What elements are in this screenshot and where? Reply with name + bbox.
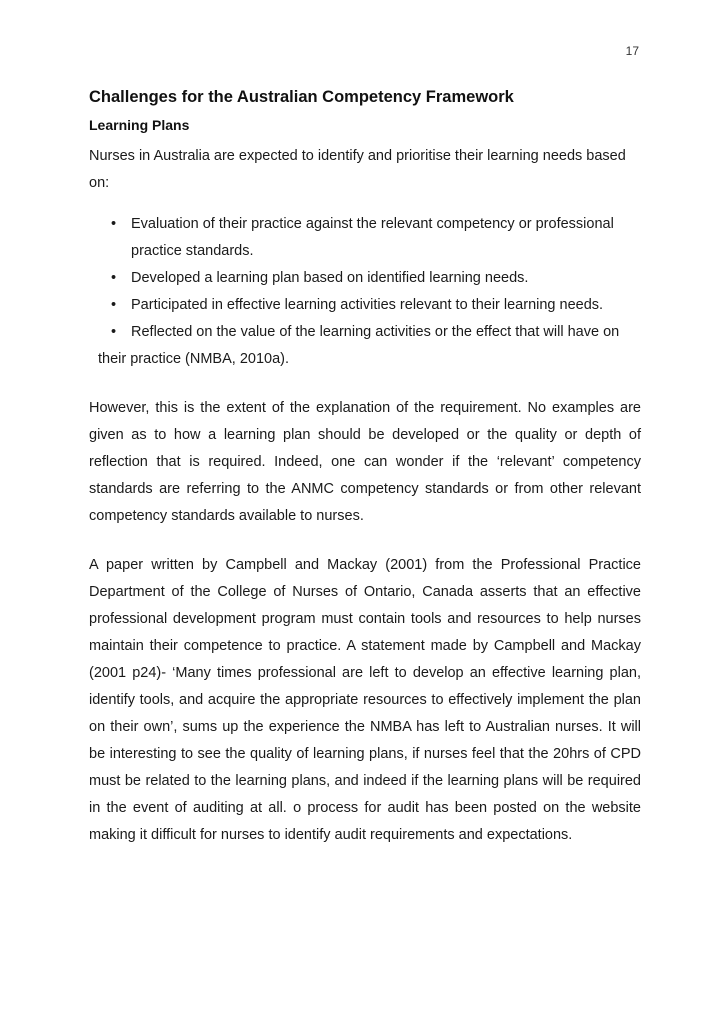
list-item-text: Developed a learning plan based on identified learning needs. [131, 270, 529, 286]
body-paragraph-2: A paper written by Campbell and Mackay (2001) from the Professional Practice Department of the College of Nurses of Ontario, Canada asserts that an effective professional development program must contain tools and resources to help nurses maintain their competence to practice. A statement made by Campbell and Mackay (2001 p24)- ‘Many times professional are left to develop an effective learning plan, identify tools, and acquire the appropriate resources to effectively implement the plan on their own’, sums up the experience the NMBA has left to Australian nurses. It will be interesting to see the quality of learning plans, if nurses feel that the 20hrs of CPD must be related to the learning plans, and indeed if the learning plans will be required in the event of auditing at all. o process for audit has been posted on the website making it difficult for nurses to identify audit requirements and expectations. [89, 557, 641, 843]
document-body [89, 87, 641, 849]
document-title: Challenges for the Australian Competency Framework [89, 88, 514, 106]
list-item-text: Participated in effective learning activities relevant to their learning needs. [131, 297, 604, 313]
page-number: 17 [625, 44, 639, 58]
body-paragraph-1: However, this is the extent of the explanation of the requirement. No examples are given as to how a learning plan should be developed or the quality or depth of reflection that is required. Indeed, one can wonder if the ‘relevant’ competency standards are referring to the ANMC competency standards or from other relevant competency standards available to nurses. [89, 400, 641, 524]
bullet-icon: • [111, 297, 117, 313]
intro-paragraph: Nurses in Australia are expected to identify and prioritise their learning needs based on: [89, 148, 626, 191]
list-item-text: Reflected on the value of the learning activities or the effect that will have on [131, 324, 620, 340]
requirements-list [89, 211, 641, 373]
list-item [89, 265, 641, 292]
bullet-icon: • [111, 324, 117, 340]
list-item-continuation: their practice (NMBA, 2010a). [98, 351, 289, 367]
list-item-text: Evaluation of their practice against the relevant competency or professional practice standards. [131, 216, 614, 259]
list-item [89, 319, 641, 373]
section-heading: Learning Plans [89, 117, 190, 133]
list-item [89, 211, 641, 265]
bullet-icon: • [111, 270, 117, 286]
list-item [89, 292, 641, 319]
bullet-icon: • [111, 216, 117, 232]
